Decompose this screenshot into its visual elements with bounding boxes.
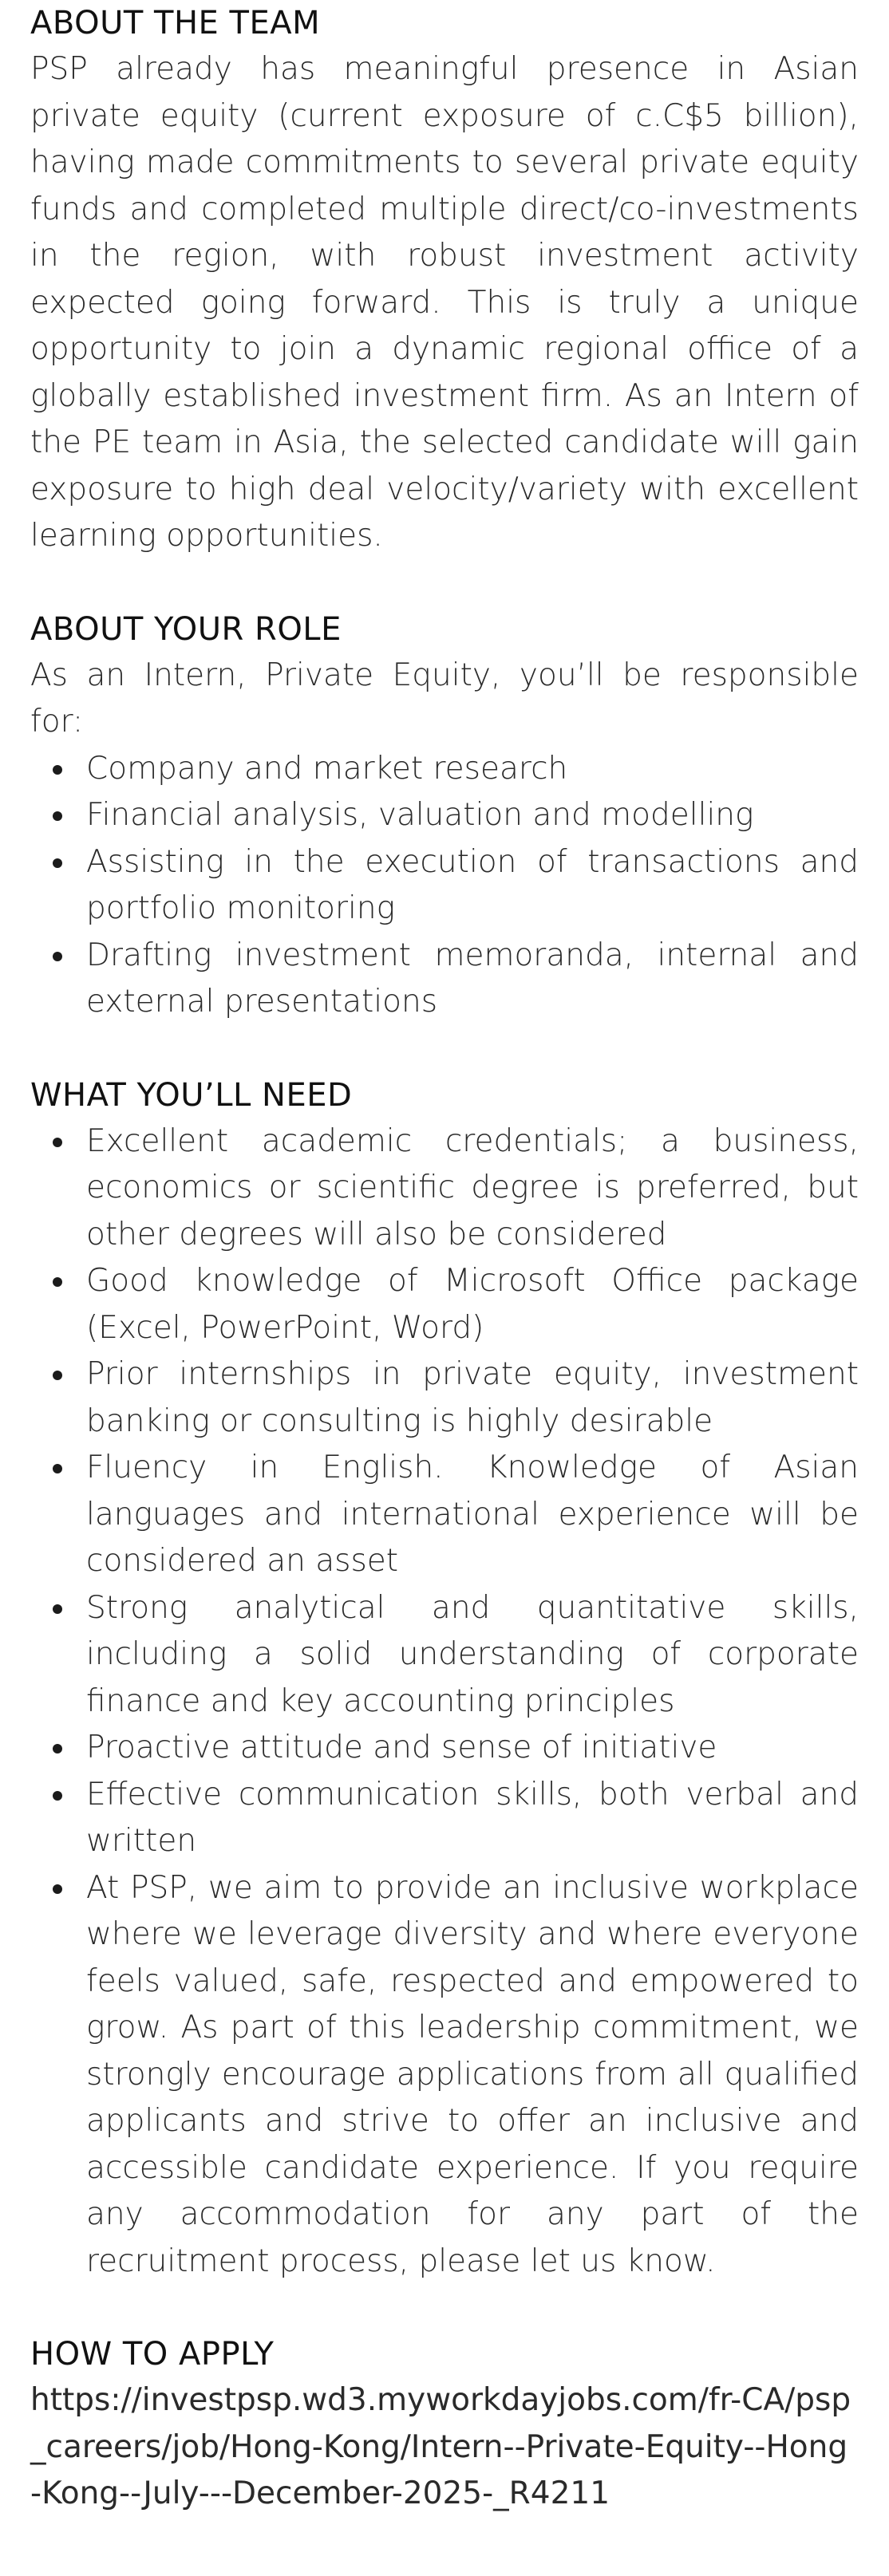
list-item-text: Company and market research — [86, 750, 568, 787]
list-item-text: Good knowledge of Microsoft Office package (Excel, PowerPoint, Word) — [86, 1263, 859, 1346]
role-responsibilities-list — [30, 746, 859, 1026]
bullet-icon — [53, 1464, 62, 1473]
about-role-intro: As an Intern, Private Equity, you’ll be responsible for: — [30, 657, 859, 740]
list-item — [86, 746, 859, 793]
requirements-heading: WHAT YOU’LL NEED — [30, 1076, 353, 1114]
list-item — [86, 1585, 859, 1726]
section-spacer — [30, 1026, 859, 1072]
apply-url-link[interactable]: https://investpsp.wd3.myworkdayjobs.com/fr-CA/psp_careers/job/Hong-Kong/Intern--Private-Equity--Hong-Kong--July---December-2025-_R4211 — [30, 2382, 851, 2511]
bullet-icon — [53, 765, 62, 775]
about-role-heading: ABOUT YOUR ROLE — [30, 610, 342, 648]
list-item-text: Assisting in the execution of transactions and portfolio monitoring — [86, 843, 859, 926]
section-spacer — [30, 560, 859, 606]
bullet-icon — [53, 1138, 62, 1147]
about-team-heading: ABOUT THE TEAM — [30, 5, 321, 41]
list-item — [86, 1772, 859, 1865]
list-item-text: Effective communication skills, both verbal and written — [86, 1776, 859, 1859]
list-item — [86, 839, 859, 933]
about-team-body: PSP already has meaningful presence in Asian private equity (current exposure of c.C$5 billion), having made commitments to several private equity funds and completed multiple direct/co-investments in the region, with robust investment activity expected going forward. This is truly a unique opportunity to join a dynamic regional office of a globally established investment firm. As an Intern of the PE team in Asia, the selected candidate will gain exposure to high deal velocity/variety with excellent learning opportunities. — [30, 51, 859, 554]
bullet-icon — [53, 952, 62, 961]
list-item-text: Financial analysis, valuation and modelling — [86, 797, 754, 833]
section-spacer — [30, 2285, 859, 2331]
list-item — [86, 1445, 859, 1585]
list-item-text: Fluency in English. Knowledge of Asian languages and international experience will be considered an asset — [86, 1450, 859, 1579]
about-team-section — [30, 0, 859, 560]
list-item — [86, 1118, 859, 1259]
bullet-icon — [53, 1604, 62, 1614]
bullet-icon — [53, 858, 62, 868]
list-item — [86, 1258, 859, 1351]
list-item-text: Drafting investment memoranda, internal and external presentations — [86, 937, 859, 1020]
list-item — [86, 933, 859, 1026]
list-item — [86, 1865, 859, 2286]
list-item-text: At PSP, we aim to provide an inclusive workplace where we leverage diversity and where everyone feels valued, safe, respected and empowered to grow. As part of this leadership commitment, we strongly encourage applications from all qualified applicants and strive to offer an inclusive and accessible candidate experience. If you require any accommodation for any part of the recruitment process, please let us know. — [86, 1869, 859, 2279]
how-to-apply-section — [30, 2331, 859, 2518]
list-item — [86, 1725, 859, 1772]
list-item-text: Excellent academic credentials; a business, economics or scientific degree is preferred, but other degrees will also be considered — [86, 1122, 859, 1252]
list-item-text: Proactive attitude and sense of initiative — [86, 1730, 717, 1765]
about-role-section — [30, 606, 859, 1026]
list-item-text: Prior internships in private equity, investment banking or consulting is highly desirable — [86, 1356, 859, 1439]
list-item — [86, 1351, 859, 1445]
bullet-icon — [53, 1744, 62, 1753]
bullet-icon — [53, 1884, 62, 1894]
bullet-icon — [53, 1371, 62, 1380]
list-item-text: Strong analytical and quantitative skills, including a solid understanding of corporate finance and key accounting principles — [86, 1589, 859, 1719]
requirements-list — [30, 1118, 859, 2286]
bullet-icon — [53, 1791, 62, 1801]
requirements-section — [30, 1072, 859, 2286]
list-item — [86, 792, 859, 839]
bullet-icon — [53, 1277, 62, 1287]
bullet-icon — [53, 811, 62, 821]
how-to-apply-heading: HOW TO APPLY — [30, 2336, 275, 2373]
